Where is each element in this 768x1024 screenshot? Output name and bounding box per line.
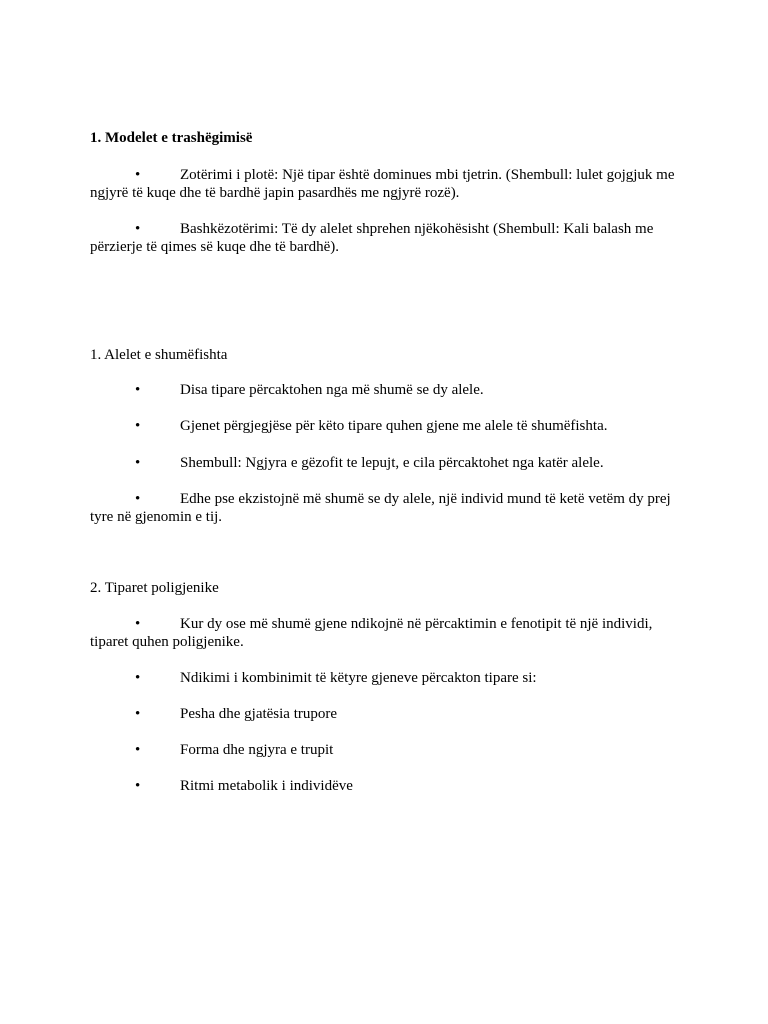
list-item-text: Gjenet përgjegjëse për këto tipare quhen gjene me alele të shumëfishta. [180,418,608,434]
list-item-text: Bashkëzotërimi: Të dy alelet shprehen njëkohësisht (Shembull: Kali balash me [180,221,654,237]
bullet-mark: • [135,167,141,183]
bullet-mark: • [135,418,141,434]
list-item [90,490,690,526]
list-item-text: Shembull: Ngjyra e gëzofit te lepujt, e cila përcaktohet nga katër alele. [180,455,604,471]
list-item [90,381,690,399]
list-item-text: Forma dhe ngjyra e trupit [180,742,334,758]
list-item [90,777,690,795]
list-item [90,454,690,472]
list-item-text: Ritmi metabolik i individëve [180,778,353,794]
list-item [90,741,690,759]
list-item-text-continuation: përzierje të qimes së kuqe dhe të bardhë). [90,239,340,255]
bullet-mark: • [135,670,141,686]
list-item [90,669,690,687]
section-heading-models: 1. Modelet e trashëgimisë [90,130,253,146]
bullet-mark: • [135,221,141,237]
section-heading-multiple-alleles: 1. Alelet e shumëfishta [90,347,228,363]
bullet-mark: • [135,778,141,794]
list-item-text-continuation: tiparet quhen poligjenike. [90,634,244,650]
list-item-text-continuation: tyre në gjenomin e tij. [90,509,223,525]
section-heading-polygenic-traits: 2. Tiparet poligjenike [90,580,219,596]
list-item [90,705,690,723]
list-item [90,166,690,202]
list-item-text-continuation: ngjyrë të kuqe dhe të bardhë japin pasardhës me ngjyrë rozë). [90,185,460,201]
list-item-text: Edhe pse ekzistojnë më shumë se dy alele, një individ mund të ketë vetëm dy prej [180,491,671,507]
bullet-mark: • [135,382,141,398]
list-item [90,220,690,256]
bullet-mark: • [135,616,141,632]
list-item-text: Disa tipare përcaktohen nga më shumë se dy alele. [180,382,484,398]
list-item [90,615,690,651]
bullet-mark: • [135,742,141,758]
bullet-mark: • [135,491,141,507]
list-item [90,417,690,435]
list-item-text: Kur dy ose më shumë gjene ndikojnë në përcaktimin e fenotipit të një individi, [180,616,653,632]
list-item-text: Zotërimi i plotë: Një tipar është dominues mbi tjetrin. (Shembull: lulet gojgjuk me [180,167,675,183]
list-item-text: Pesha dhe gjatësia trupore [180,706,338,722]
list-item-text: Ndikimi i kombinimit të këtyre gjeneve përcakton tipare si: [180,670,537,686]
bullet-mark: • [135,455,141,471]
bullet-mark: • [135,706,141,722]
